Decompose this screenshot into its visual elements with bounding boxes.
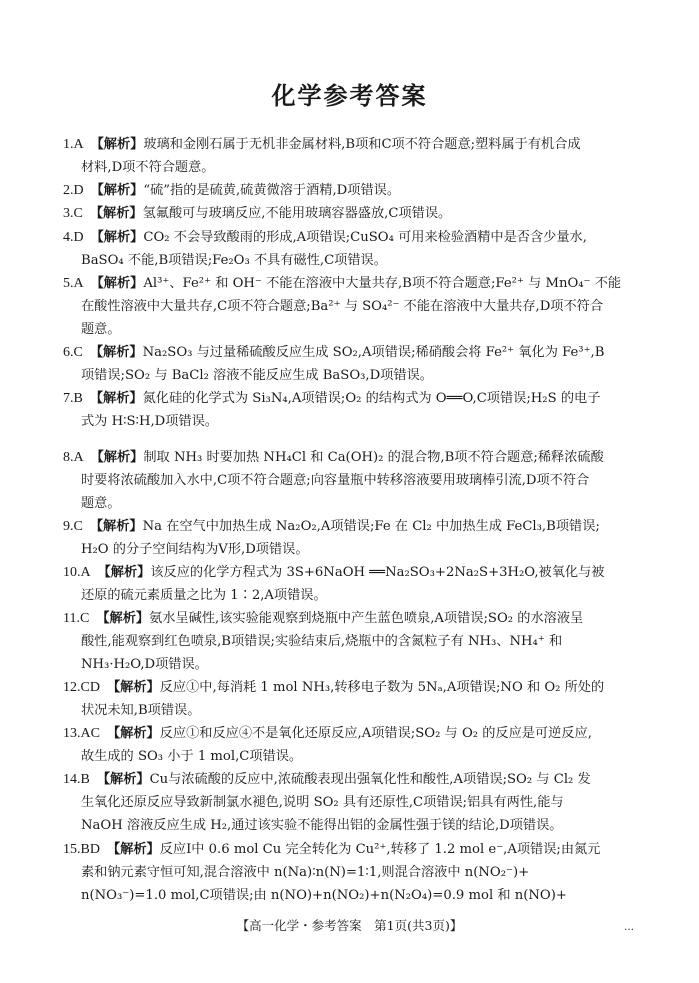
analysis-tag: 【解析】 [106, 726, 160, 741]
analysis-text: 反应①中,每消耗 1 mol NH₃,转移电子数为 5Nₐ,A项错误;NO 和 O₂ 所处的 [159, 680, 605, 695]
question-number: 2. [63, 183, 74, 198]
answer-item [63, 722, 638, 768]
analysis-text: 题意。 [81, 496, 121, 511]
question-number: 13. [63, 726, 81, 741]
analysis-text: 在酸性溶液中大量共存,C项不符合题意;Ba²⁺ 与 SO₄²⁻ 不能在溶液中大量共存,D项不符合 [81, 299, 604, 314]
analysis-text: H₂O 的分子空间结构为V形,D项错误。 [81, 542, 309, 557]
answer-line [63, 699, 638, 722]
analysis-text: 项错误;SO₂ 与 BaCl₂ 溶液不能反应生成 BaSO₃,D项错误。 [81, 368, 433, 383]
answer-line [63, 884, 638, 907]
analysis-text: 式为 H∶S∶H,D项错误。 [81, 414, 218, 429]
answer-choice: BD [80, 842, 107, 857]
answer-line [63, 584, 638, 607]
answer-line [63, 861, 638, 884]
analysis-tag: 【解析】 [90, 450, 144, 465]
question-number: 1. [63, 137, 74, 152]
question-number: 10. [63, 565, 81, 580]
page-footer: 【高一化学・参考答案 第1页(共3页)】 [236, 918, 463, 933]
analysis-text: Na₂SO₃ 与过量稀硫酸反应生成 SO₂,A项错误;稀硝酸会将 Fe²⁺ 氧化为 Fe³⁺,B [142, 345, 605, 360]
answer-line [63, 446, 638, 469]
answer-line [63, 341, 638, 364]
analysis-text: 酸性,能观察到红色喷泉,B项错误;实验结束后,烧瓶中的含氮粒子有 NH₃、NH₄⁺ 和 [81, 634, 563, 649]
answer-line [63, 249, 638, 272]
question-number: 6. [63, 345, 74, 360]
answer-choice: D [73, 230, 91, 245]
answer-choice: CD [80, 680, 107, 695]
analysis-text: 生氧化还原反应导致新制氯水褪色,说明 SO₂ 具有还原性,C项错误;铝具有两性,能与 [81, 795, 564, 810]
answer-item [63, 515, 638, 561]
answer-line [63, 364, 638, 387]
analysis-text: “硫”指的是硫黄,硫黄微溶于酒精,D项错误。 [143, 183, 401, 198]
answer-item [63, 768, 638, 837]
answer-line [63, 722, 638, 745]
answer-item [63, 133, 638, 179]
answer-line [63, 791, 638, 814]
answer-item [63, 387, 638, 433]
analysis-text: 素和钠元素守恒可知,混合溶液中 n(Na)∶n(N)=1∶1,则混合溶液中 n(NO₂⁻)+ [81, 865, 530, 880]
analysis-tag: 【解析】 [90, 230, 144, 245]
analysis-text: 氮化硅的化学式为 Si₃N₄,A项错误;O₂ 的结构式为 O══O,C项错误;H₂S 的电子 [142, 391, 601, 406]
answer-line [63, 630, 638, 653]
answer-choice: C [79, 611, 97, 626]
answer-choice: A [73, 276, 91, 291]
answer-line [63, 745, 638, 768]
analysis-tag: 【解析】 [89, 391, 143, 406]
answer-choice: C [73, 519, 90, 534]
answer-line [63, 768, 638, 791]
answer-line [63, 318, 638, 341]
question-number: 7. [63, 391, 74, 406]
analysis-tag: 【解析】 [90, 276, 144, 291]
answer-item [63, 446, 638, 515]
answer-choice: B [73, 391, 90, 406]
analysis-tag: 【解析】 [96, 611, 150, 626]
analysis-text: 氨水呈碱性,该实验能观察到烧瓶中产生蓝色喷泉,A项错误;SO₂ 的水溶液呈 [149, 611, 584, 626]
answer-choice: A [73, 137, 91, 152]
analysis-text: Cu与浓硫酸的反应中,浓硫酸表现出强氧化性和酸性,A项错误;SO₂ 与 Cl₂ 发 [149, 772, 591, 787]
question-number: 9. [63, 519, 74, 534]
answer-line [63, 515, 638, 538]
answer-choice: C [73, 206, 90, 221]
answer-item [63, 179, 638, 202]
analysis-text: 时要将浓硫酸加入水中,C项不符合题意;向容量瓶中转移溶液要用玻璃棒引流,D项不符合 [81, 473, 590, 488]
answer-item [63, 202, 638, 225]
question-number: 12. [63, 680, 81, 695]
answer-line [63, 202, 638, 225]
analysis-text: 题意。 [81, 322, 121, 337]
answer-line [63, 538, 638, 561]
analysis-text: n(NO₃⁻)=1.0 mol,C项错误;由 n(NO)+n(NO₂)+n(N₂O₄)=0.9 mol 和 n(NO)+ [81, 888, 567, 903]
answer-line [63, 179, 638, 202]
analysis-text: 氢氟酸可与玻璃反应,不能用玻璃容器盛放,C项错误。 [142, 206, 452, 221]
answer-line [63, 653, 638, 676]
footer-mark: … [624, 922, 634, 933]
analysis-tag: 【解析】 [96, 772, 150, 787]
answer-item [63, 607, 638, 676]
analysis-text: 制取 NH₃ 时要加热 NH₄Cl 和 Ca(OH)₂ 的混合物,B项不符合题意;稀释浓硫酸 [143, 450, 604, 465]
analysis-tag: 【解析】 [106, 842, 160, 857]
analysis-text: CO₂ 不会导致酸雨的形成,A项错误;CuSO₄ 可用来检验酒精中是否含少量水, [143, 230, 587, 245]
analysis-text: 该反应的化学方程式为 3S+6NaOH ══Na₂SO₃+2Na₂S+3H₂O,被氧化与被 [150, 565, 605, 580]
question-number: 11. [63, 611, 80, 626]
question-number: 4. [63, 230, 74, 245]
analysis-text: 玻璃和金刚石属于无机非金属材料,B项和C项不符合题意;塑料属于有机合成 [143, 137, 581, 152]
answer-item [63, 561, 638, 607]
answer-choice: A [73, 450, 91, 465]
analysis-tag: 【解析】 [90, 183, 144, 198]
analysis-tag: 【解析】 [90, 137, 144, 152]
analysis-tag: 【解析】 [106, 680, 160, 695]
page-title: 化学参考答案 [271, 82, 428, 110]
question-number: 14. [63, 772, 81, 787]
analysis-text: NaOH 溶液反应生成 H₂,通过该实验不能得出铝的金属性强于镁的结论,D项错误。 [81, 818, 563, 833]
answer-item [63, 341, 638, 387]
analysis-text: 材料,D项不符合题意。 [81, 160, 215, 175]
question-number: 3. [63, 206, 74, 221]
question-number: 5. [63, 276, 74, 291]
analysis-tag: 【解析】 [89, 345, 143, 360]
answer-choice: D [73, 183, 91, 198]
answer-line [63, 814, 638, 837]
analysis-tag: 【解析】 [89, 519, 143, 534]
analysis-text: Na 在空气中加热生成 Na₂O₂,A项错误;Fe 在 Cl₂ 中加热生成 FeCl₃,B项错误; [142, 519, 600, 534]
analysis-tag: 【解析】 [89, 206, 143, 221]
analysis-text: Al³⁺、Fe²⁺ 和 OH⁻ 不能在溶液中大量共存,B项不符合题意;Fe²⁺ 与 MnO₄⁻ 不能 [143, 276, 622, 291]
answer-line [63, 838, 638, 861]
analysis-text: 反应Ⅰ中 0.6 mol Cu 完全转化为 Cu²⁺,转移了 1.2 mol e⁻,A项错误;由氮元 [159, 842, 601, 857]
answer-line [63, 226, 638, 249]
analysis-text: 状况未知,B项错误。 [81, 703, 201, 718]
answer-line [63, 156, 638, 179]
answer-item [63, 838, 638, 907]
answer-choice: A [80, 565, 98, 580]
answer-line [63, 492, 638, 515]
answer-choice: B [80, 772, 97, 787]
answer-item [63, 226, 638, 272]
analysis-text: 故生成的 SO₃ 小于 1 mol,C项错误。 [81, 749, 303, 764]
analysis-tag: 【解析】 [97, 565, 151, 580]
answer-line [63, 133, 638, 156]
analysis-text: 还原的硫元素质量之比为 1∶2,A项错误。 [81, 588, 327, 603]
question-number: 8. [63, 450, 74, 465]
question-number: 15. [63, 842, 81, 857]
answer-line [63, 607, 638, 630]
answer-choice: C [73, 345, 90, 360]
answer-line [63, 272, 638, 295]
answer-line [63, 676, 638, 699]
answer-item [63, 272, 638, 341]
analysis-text: 反应①和反应④不是氧化还原反应,A项错误;SO₂ 与 O₂ 的反应是可逆反应, [159, 726, 592, 741]
answer-line [63, 561, 638, 584]
analysis-text: NH₃·H₂O,D项错误。 [81, 657, 208, 672]
answer-line [63, 410, 638, 433]
answer-item [63, 676, 638, 722]
answer-choice: AC [80, 726, 107, 741]
answer-line [63, 295, 638, 318]
answer-line [63, 387, 638, 410]
answer-line [63, 469, 638, 492]
analysis-text: BaSO₄ 不能,B项错误;Fe₂O₃ 不具有磁性,C项错误。 [81, 253, 387, 268]
